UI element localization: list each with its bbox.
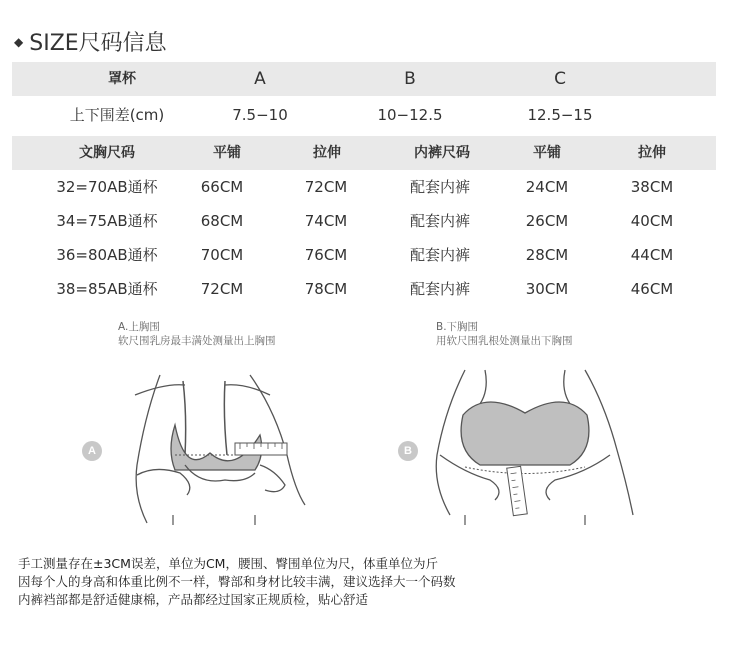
panty-stretch-cell: 38CM	[630, 178, 674, 196]
page-title	[14, 26, 167, 57]
illustration-b-caption-desc: 用软尺围乳根处测量出下胸围	[436, 335, 573, 347]
illustration-a-caption-title: A.上胸围	[118, 321, 160, 333]
illustration-a-bust-measure	[75, 355, 335, 530]
table-row	[12, 238, 716, 272]
size-header-flat: 平铺	[213, 145, 241, 161]
cup-header-a: A	[254, 69, 266, 89]
cup-row-label: 上下围差(cm)	[69, 106, 165, 124]
bra-flat-cell: 72CM	[200, 280, 244, 298]
panty-size-cell: 配套内裤	[409, 178, 470, 196]
table-row	[12, 272, 716, 306]
bra-stretch-cell: 76CM	[304, 246, 348, 264]
illustration-b-underbust-measure	[395, 355, 655, 530]
table-row	[12, 170, 716, 204]
bra-size-cell: 32=70AB通杯	[56, 178, 158, 196]
bra-stretch-cell: 78CM	[304, 280, 348, 298]
note-line: 内裤裆部都是舒适健康棉，产品都经过国家正规质检，贴心舒适	[18, 592, 369, 607]
cup-row-c: 12.5−15	[527, 106, 593, 124]
note-line: 手工测量存在±3CM误差，单位为CM，腰围、臀围单位为尺，体重单位为斤	[18, 556, 438, 571]
size-table-header	[12, 136, 716, 170]
panty-size-cell: 配套内裤	[409, 280, 470, 298]
illustration-a-caption	[118, 320, 276, 348]
panty-flat-cell: 26CM	[525, 212, 569, 230]
bra-flat-cell: 66CM	[200, 178, 244, 196]
bra-flat-cell: 68CM	[200, 212, 244, 230]
panty-stretch-cell: 46CM	[630, 280, 674, 298]
bra-size-cell: 38=85AB通杯	[56, 280, 158, 298]
size-header-stretch: 拉伸	[313, 145, 341, 161]
page-title-text: SIZE尺码信息	[29, 31, 167, 56]
bra-stretch-cell: 72CM	[304, 178, 348, 196]
illustration-b-caption-title: B.下胸围	[436, 321, 479, 333]
cup-table-row	[12, 98, 716, 132]
cup-row-b: 10−12.5	[377, 106, 443, 124]
panty-size-cell: 配套内裤	[409, 246, 470, 264]
bra-size-cell: 34=75AB通杯	[56, 212, 158, 230]
panty-flat-cell: 28CM	[525, 246, 569, 264]
cup-header-c: C	[554, 69, 566, 89]
cup-header-b: B	[404, 69, 416, 89]
illustration-a-caption-desc: 软尺围乳房最丰满处测量出上胸围	[118, 335, 276, 347]
bra-flat-cell: 70CM	[200, 246, 244, 264]
panty-flat-cell: 24CM	[525, 178, 569, 196]
panty-flat-cell: 30CM	[525, 280, 569, 298]
panty-stretch-cell: 44CM	[630, 246, 674, 264]
panty-size-cell: 配套内裤	[409, 212, 470, 230]
size-header-panty-stretch: 拉伸	[638, 145, 666, 161]
notes	[18, 555, 456, 609]
cup-row-a: 7.5−10	[232, 106, 288, 124]
bra-stretch-cell: 74CM	[304, 212, 348, 230]
panty-stretch-cell: 40CM	[630, 212, 674, 230]
cup-header-label: 罩杯	[108, 71, 136, 87]
size-header-panty-flat: 平铺	[533, 145, 561, 161]
bra-size-cell: 36=80AB通杯	[56, 246, 158, 264]
cup-table-header	[12, 62, 716, 96]
size-header-panty: 内裤尺码	[414, 145, 470, 161]
badge-a-icon: A	[82, 441, 102, 461]
illustration-b-caption	[436, 320, 573, 348]
badge-b-icon: B	[398, 441, 418, 461]
table-row	[12, 204, 716, 238]
size-header-bra: 文胸尺码	[79, 145, 135, 161]
note-line: 因每个人的身高和体重比例不一样，臀部和身材比较丰满，建议选择大一个码数	[18, 574, 456, 589]
bullet-icon: ◆	[14, 34, 24, 49]
